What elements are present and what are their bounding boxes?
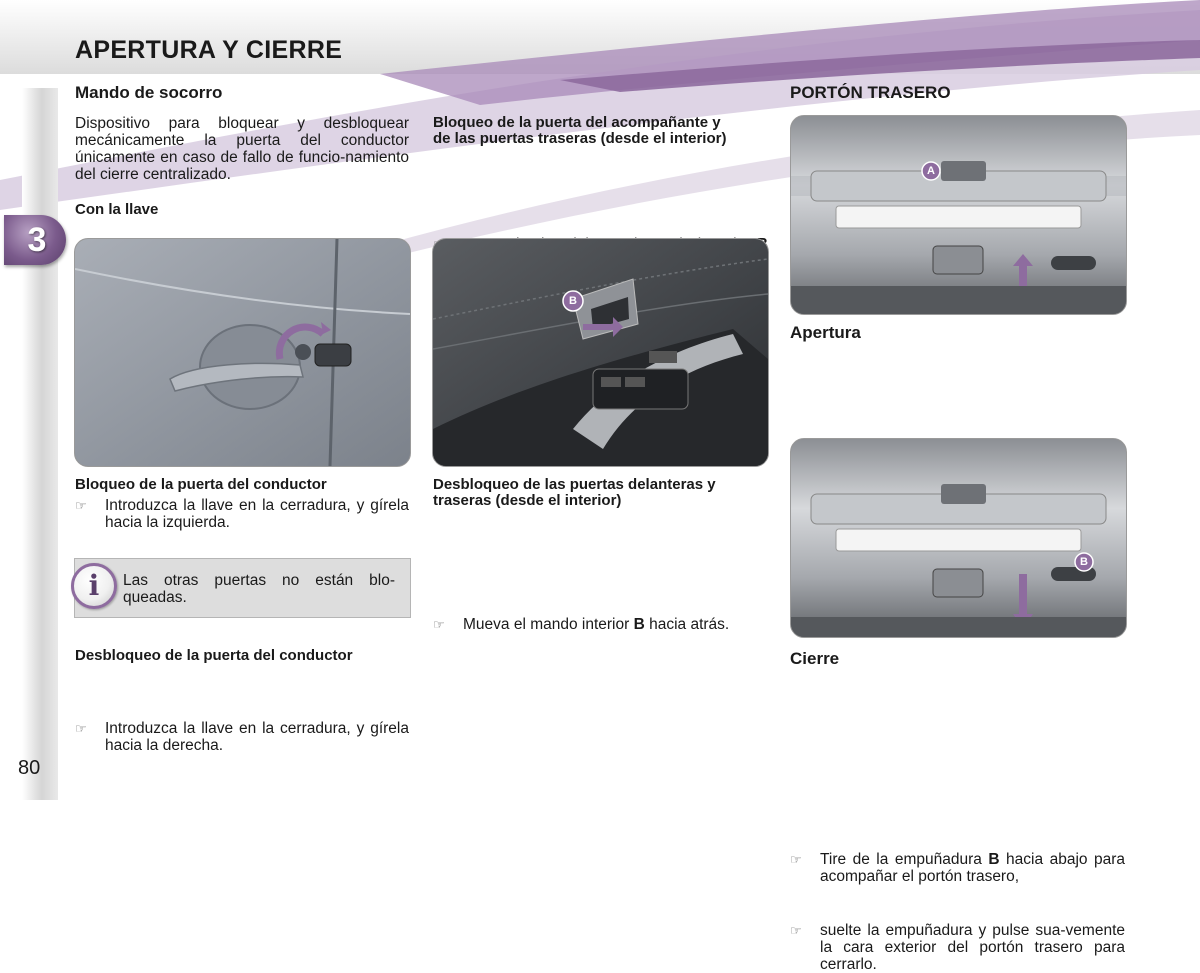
closing-title: Cierre xyxy=(790,649,840,668)
unlock-all-bullet: ☞ Mueva el mando interior B hacia atrás. xyxy=(433,616,730,633)
label-b-marker: B xyxy=(569,295,577,307)
pointing-hand-icon: ☞ xyxy=(75,498,87,513)
pointing-hand-icon: ☞ xyxy=(790,923,802,938)
lock-passenger-title: Bloqueo de la puerta del acompañante y de las puertas traseras (desde el interior) xyxy=(433,114,727,147)
unlock-driver-bullet: ☞ Introduzca la llave en la cerradura, y gírela hacia la derecha. xyxy=(75,720,409,754)
section-title-emergency: Mando de socorro xyxy=(75,83,223,102)
door-handle-key-image xyxy=(74,238,411,467)
sidebar-strip xyxy=(22,88,58,800)
pointing-hand-icon: ☞ xyxy=(75,721,87,736)
opening-title: Apertura xyxy=(790,323,861,342)
info-text: Las otras puertas no están blo-queadas. xyxy=(123,572,395,606)
label-a-marker: A xyxy=(927,165,935,177)
lock-driver-bullet: ☞ Introduzca la llave en la cerradura, y gírela hacia la izquierda. xyxy=(75,497,409,531)
lock-driver-title: Bloqueo de la puerta del conductor xyxy=(75,476,327,493)
tailgate-open-image xyxy=(790,115,1127,315)
pointing-hand-icon: ☞ xyxy=(790,852,802,867)
chapter-number: 3 xyxy=(27,221,47,259)
pointing-hand-icon: ☞ xyxy=(433,617,445,632)
page-number: 80 xyxy=(18,757,41,779)
info-box xyxy=(74,558,411,618)
unlock-driver-title: Desbloqueo de la puerta del conductor xyxy=(75,647,353,664)
page-title: APERTURA Y CIERRE xyxy=(75,36,343,64)
interior-door-handle-image xyxy=(432,238,769,467)
with-key-title: Con la llave xyxy=(75,201,159,218)
emergency-intro: Dispositivo para bloquear y desbloquear mecánicamente la puerta del conductor únicamente en caso de fallo de funcio-namiento del cierre centralizado. xyxy=(75,115,409,183)
unlock-all-title: Desbloqueo de las puertas delanteras y traseras (desde el interior) xyxy=(433,476,716,509)
section-title-tailgate: PORTÓN TRASERO xyxy=(790,83,951,102)
label-b-marker-tailgate: B xyxy=(1080,556,1088,568)
closing-bullet-2: ☞ suelte la empuñadura y pulse sua-vemente la cara exterior del portón trasero para cerrarlo. xyxy=(790,922,1125,973)
closing-bullet-1: ☞ Tire de la empuñadura B hacia abajo para acompañar el portón trasero, xyxy=(790,851,1126,885)
info-icon: i xyxy=(71,563,117,609)
chapter-tab[interactable] xyxy=(4,215,66,265)
tailgate-close-image xyxy=(790,438,1127,638)
